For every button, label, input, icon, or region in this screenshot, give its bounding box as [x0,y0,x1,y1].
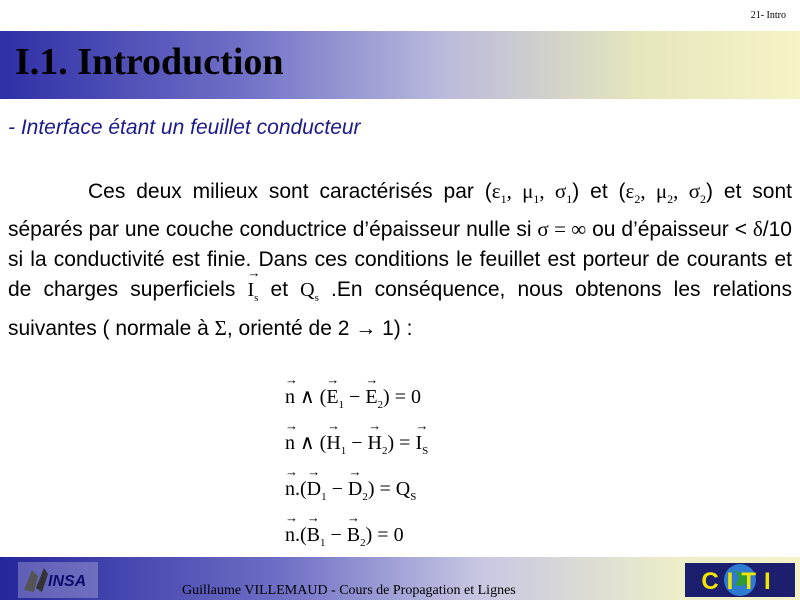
insa-logo [18,562,98,598]
citi-logo [685,563,795,597]
body-paragraph [8,176,792,344]
para-text-9: 1) : [376,317,413,341]
page-label: 21- Intro [750,10,786,21]
params-medium-1: $\varepsilon_1$, $\mu_1$, $\sigma_1$ [491,179,573,207]
para-text-4: ou d’épaisseur < [586,218,753,242]
equations-block [285,380,428,564]
params-medium-2: $\varepsilon_2$, $\mu_2$, $\sigma_2$ [625,179,707,207]
surface-current-symbol: → $I_s$ [247,279,258,301]
arrow-symbol: → [355,316,377,341]
para-text-5: /10 si la conductivité est finie. Dans ces conditions le feuillet est porteur de courants et de charges superficiels [8,218,792,302]
insa-logo-text: INSA [48,573,87,590]
delta-symbol: δ [752,217,763,242]
para-text-7: .En conséquence, nous obtenons les relations suivantes ( normale à [8,278,792,341]
footer-credit: Guillaume VILLEMAUD - Cours de Propagation et Lignes [182,583,516,598]
citi-logo-text: CITI [701,568,779,595]
subtitle: - Interface étant un feuillet conducteur [8,116,361,139]
surface-charge-symbol: $Q_s$ [300,279,319,305]
slide-title: I.1. Introduction [15,41,284,83]
para-text-3: ) et sont séparés par une couche conductrice d’épaisseur nulle si [8,180,793,242]
equation-h-field: → n ∧ (→ $H_1$ − → $H_2$) = → $I_S$ [285,426,428,472]
para-text-6: et [258,278,301,302]
sigma-infinite: σ = ∞ [537,217,587,242]
sigma-interface: Σ [214,316,227,341]
para-text-8: , orienté de 2 [226,317,356,341]
equation-b-field: → $n.(\to B_1$ − → $B_2) = 0$ [285,518,428,564]
equation-d-field: → $n.(\to D_1$ − → $D_2) = Q_S$ [285,472,428,518]
para-text-2: ) et ( [572,180,626,203]
para-text-1: Ces deux milieux sont caractérisés par ( [88,180,492,203]
equation-e-field: → n ∧ (→ $E_1$ − → $E_2) = 0$ [285,380,428,426]
